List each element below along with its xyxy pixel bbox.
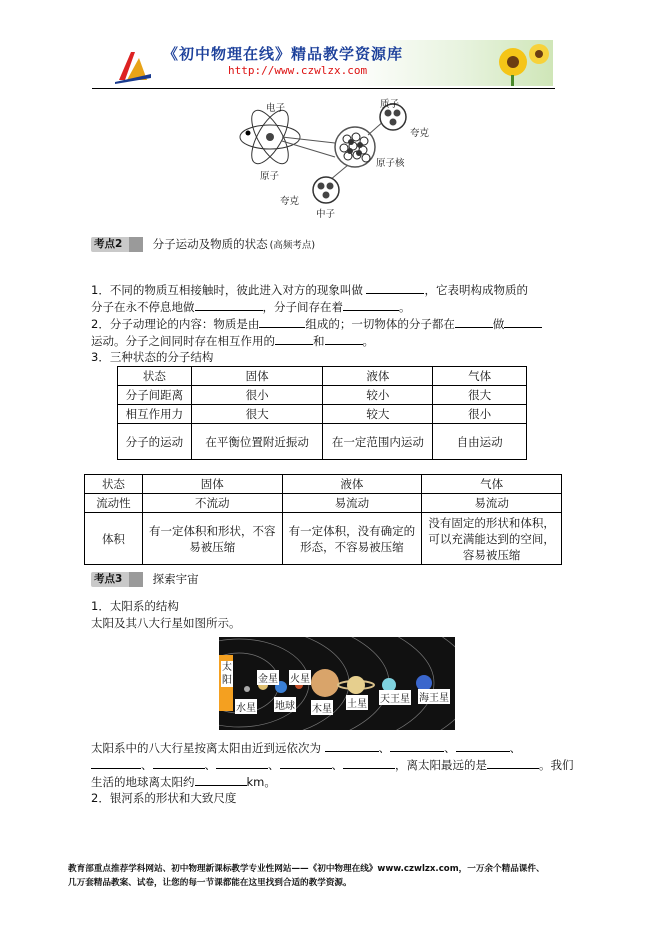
s3-q-line3: 生活的地球离太阳约 km。 bbox=[91, 775, 276, 789]
planet-blank-7[interactable] bbox=[280, 756, 332, 769]
label-nucleus: 原子核 bbox=[376, 158, 405, 169]
label-jupiter: 木星 bbox=[311, 700, 333, 715]
label-electron: 电子 bbox=[266, 103, 286, 114]
header-banner bbox=[93, 40, 553, 86]
table-cell: 有一定体积，没有确定的形态，不容易被压缩 bbox=[282, 513, 422, 565]
q1-line2: 分子在永不停息地做 ，分子间存在着 。 bbox=[91, 300, 411, 314]
s3-item1-desc: 太阳及其八大行星如图所示。 bbox=[91, 616, 241, 630]
label-saturn: 土星 bbox=[346, 695, 368, 710]
site-title: 《初中物理在线》精品教学资源库 bbox=[163, 45, 404, 63]
label-quark-top: 夸克 bbox=[410, 128, 430, 139]
s3-q-line1: 太阳系中的八大行星按离太阳由近到远依次为 、 、 、 bbox=[91, 741, 522, 755]
q1-line1: 1．不同的物质互相接触时，彼此进入对方的现象叫做 ，它表明构成物质的 bbox=[91, 283, 528, 297]
table-cell: 分子的运动 bbox=[118, 424, 192, 460]
planet-blank-3[interactable] bbox=[456, 739, 510, 752]
site-logo-icon bbox=[113, 44, 153, 84]
table-cell: 气体 bbox=[433, 367, 527, 386]
table-row bbox=[118, 367, 527, 386]
label-proton: 质子 bbox=[380, 99, 400, 110]
label-uranus: 天王星 bbox=[379, 690, 411, 705]
planet-blank-1[interactable] bbox=[325, 739, 379, 752]
solar-system-icon bbox=[219, 637, 455, 730]
s3-item1: 1．太阳系的结构 bbox=[91, 599, 179, 613]
planet-blank-4[interactable] bbox=[91, 756, 141, 769]
label-neutron: 中子 bbox=[316, 209, 336, 220]
table-cell: 在一定范围内运动 bbox=[323, 424, 433, 460]
footer-line1: 教育部重点推荐学科网站、初中物理新课标教学专业性网站——《初中物理在线》www.czwlzx.com，一万余个精品课件、 bbox=[68, 864, 545, 874]
label-earth: 地球 bbox=[274, 697, 296, 712]
table-cell: 液体 bbox=[282, 475, 422, 494]
table-row bbox=[85, 494, 562, 513]
section2-heading bbox=[91, 236, 591, 254]
section3-badge-text: 考点3 bbox=[94, 573, 123, 585]
table-cell: 状态 bbox=[118, 367, 192, 386]
planet-blank-5[interactable] bbox=[153, 756, 205, 769]
table-cell: 气体 bbox=[422, 475, 562, 494]
label-venus: 金星 bbox=[257, 670, 279, 685]
table-cell: 较小 bbox=[323, 386, 433, 405]
section3-title: 探索宇宙 bbox=[152, 572, 199, 586]
q1-blank-3[interactable] bbox=[343, 298, 399, 311]
table-cell: 相互作用力 bbox=[118, 405, 192, 424]
table-cell: 易流动 bbox=[282, 494, 422, 513]
table-cell: 易流动 bbox=[422, 494, 562, 513]
section3-badge bbox=[91, 572, 143, 587]
label-atom: 原子 bbox=[260, 171, 280, 182]
state-table-1 bbox=[117, 366, 527, 460]
site-url[interactable]: http://www.czwlzx.com bbox=[228, 64, 368, 77]
label-mercury: 水星 bbox=[235, 699, 257, 714]
section3-heading bbox=[91, 571, 591, 588]
atom-diagram bbox=[230, 95, 430, 220]
q1-blank-2[interactable] bbox=[195, 298, 263, 311]
q1-blank-1[interactable] bbox=[366, 281, 424, 294]
table-row bbox=[118, 424, 527, 460]
q2-line1: 2．分子动理论的内容：物质是由 组成的；一切物体的分子都在 做 bbox=[91, 315, 591, 333]
table-cell: 固体 bbox=[191, 367, 323, 386]
table-cell: 没有固定的形状和体积，可以充满能达到的空间，容易被压缩 bbox=[422, 513, 562, 565]
q2-blank-2[interactable] bbox=[455, 315, 493, 328]
page-footer bbox=[68, 862, 588, 890]
q2-blank-5[interactable] bbox=[325, 332, 363, 345]
table-cell: 较大 bbox=[323, 405, 433, 424]
table-cell: 自由运动 bbox=[433, 424, 527, 460]
table-cell: 不流动 bbox=[142, 494, 282, 513]
s3-item2: 2．银河系的形状和大致尺度 bbox=[91, 791, 237, 805]
header-rule bbox=[92, 88, 555, 89]
label-quark-bottom: 夸克 bbox=[280, 196, 300, 207]
q2-line2: 运动。分子之间同时存在相互作用的 和 。 bbox=[91, 334, 374, 348]
farthest-planet-blank[interactable] bbox=[487, 756, 539, 769]
table-cell: 很小 bbox=[433, 405, 527, 424]
label-sun: 太阳 bbox=[222, 662, 232, 686]
table-cell: 有一定体积和形状，不容易被压缩 bbox=[142, 513, 282, 565]
table-cell: 状态 bbox=[85, 475, 143, 494]
label-neptune: 海王星 bbox=[418, 689, 450, 704]
table-cell: 很小 bbox=[191, 386, 323, 405]
planet-blank-6[interactable] bbox=[216, 756, 268, 769]
table-cell: 体积 bbox=[85, 513, 143, 565]
table-cell: 分子间距离 bbox=[118, 386, 192, 405]
q2-blank-1[interactable] bbox=[259, 315, 305, 328]
q2-blank-4[interactable] bbox=[275, 332, 313, 345]
distance-blank[interactable] bbox=[195, 773, 247, 786]
planet-blank-8[interactable] bbox=[343, 756, 395, 769]
table-row bbox=[118, 386, 527, 405]
table-row bbox=[85, 475, 562, 494]
table-cell: 很大 bbox=[433, 386, 527, 405]
sunflower-icon bbox=[491, 42, 551, 86]
label-mars: 火星 bbox=[289, 670, 311, 685]
q3-title: 3．三种状态的分子结构 bbox=[91, 350, 214, 364]
state-table-2 bbox=[84, 474, 562, 565]
section2-title: 分子运动及物质的状态 bbox=[152, 237, 268, 251]
section2-badge-text: 考点2 bbox=[94, 238, 123, 250]
table-cell: 固体 bbox=[142, 475, 282, 494]
section2-badge bbox=[91, 237, 143, 252]
footer-line2: 几万套精品教案、试卷，让您的每一节课都能在这里找到合适的教学资源。 bbox=[68, 878, 352, 888]
table-row bbox=[85, 513, 562, 565]
planet-blank-2[interactable] bbox=[390, 739, 444, 752]
table-row bbox=[118, 405, 527, 424]
table-cell: 在平衡位置附近振动 bbox=[191, 424, 323, 460]
section2-note: (高频考点) bbox=[269, 240, 316, 251]
table-cell: 液体 bbox=[323, 367, 433, 386]
table-cell: 很大 bbox=[191, 405, 323, 424]
s3-q-line2: 、 、 、 、 ，离太阳最远的是 。我们 bbox=[91, 756, 591, 774]
solar-system-image bbox=[219, 637, 455, 730]
table-cell: 流动性 bbox=[85, 494, 143, 513]
q2-blank-3[interactable] bbox=[504, 315, 542, 328]
